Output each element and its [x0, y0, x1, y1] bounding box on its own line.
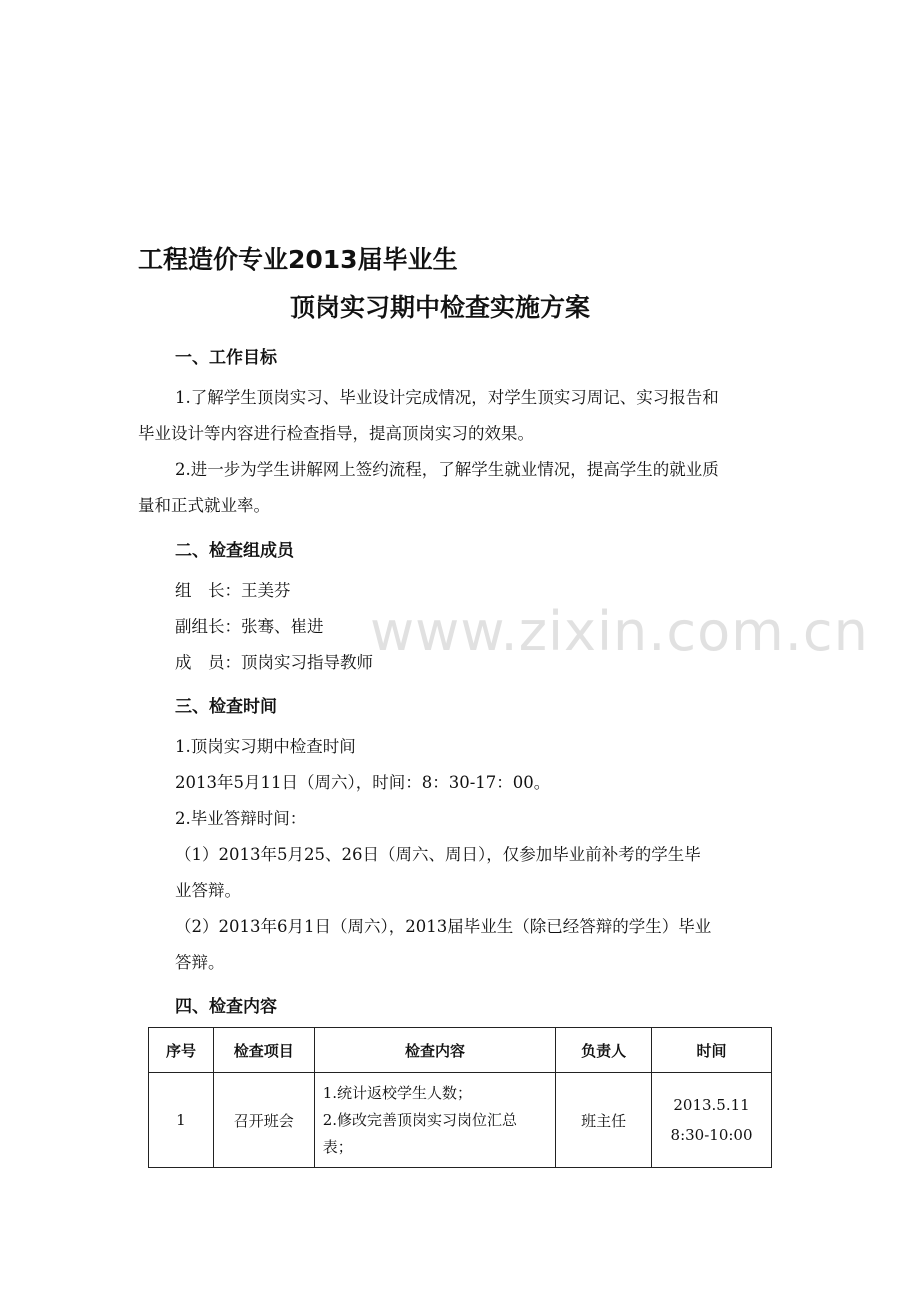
team-members: 成 员：顶岗实习指导教师	[175, 653, 373, 672]
cell-time-line1: 2013.5.11	[673, 1096, 750, 1114]
section-heading-goals: 一、工作目标	[175, 348, 277, 368]
document-title-line2: 顶岗实习期中检查实施方案	[290, 293, 591, 322]
cell-item: 召开班会	[213, 1073, 314, 1168]
cell-content-line2: 2.修改完善顶岗实习岗位汇总	[322, 1110, 518, 1129]
schedule-item-2: 2.毕业答辩时间：	[175, 809, 307, 828]
section-heading-content: 四、检查内容	[175, 997, 277, 1017]
cell-content-line1: 1.统计返校学生人数；	[322, 1083, 473, 1102]
schedule-item-2a-line1: （1）2013年5月25、26日（周六、周日），仅参加毕业前补考的学生毕	[175, 845, 701, 864]
section-heading-team: 二、检查组成员	[175, 541, 294, 561]
header-content: 检查内容	[314, 1028, 556, 1073]
paragraph-goal-1-line1: 1.了解学生顶岗实习、毕业设计完成情况，对学生顶实习周记、实习报告和	[175, 388, 719, 407]
header-no: 序号	[149, 1028, 214, 1073]
schedule-item-1: 1.顶岗实习期中检查时间	[175, 737, 356, 756]
header-item: 检查项目	[213, 1028, 314, 1073]
watermark: www.zixin.com.cn	[370, 600, 869, 663]
inspection-table	[148, 1027, 772, 1168]
cell-time	[652, 1073, 772, 1168]
cell-no: 1	[149, 1073, 214, 1168]
team-leader: 组 长：王美芬	[175, 581, 291, 600]
section-heading-schedule: 三、检查时间	[175, 697, 277, 717]
paragraph-goal-1-line2: 毕业设计等内容进行检查指导，提高顶岗实习的效果。	[138, 424, 534, 443]
team-vice-leader: 副组长：张骞、崔进	[175, 617, 324, 636]
schedule-item-2b-line2: 答辩。	[175, 953, 225, 972]
cell-person: 班主任	[556, 1073, 652, 1168]
schedule-item-1-date: 2013年5月11日（周六），时间：8：30-17：00。	[175, 773, 551, 792]
paragraph-goal-2-line1: 2.进一步为学生讲解网上签约流程，了解学生就业情况，提高学生的就业质	[175, 460, 719, 479]
cell-content-line3: 表；	[322, 1137, 353, 1156]
document-title-line1: 工程造价专业2013届毕业生	[138, 245, 458, 274]
schedule-item-2a-line2: 业答辩。	[175, 881, 241, 900]
table-header-row	[149, 1028, 772, 1073]
header-person: 负责人	[556, 1028, 652, 1073]
paragraph-goal-2-line2: 量和正式就业率。	[138, 496, 270, 515]
cell-content	[314, 1073, 556, 1168]
cell-time-line2: 8:30-10:00	[670, 1126, 753, 1144]
schedule-item-2b-line1: （2）2013年6月1日（周六），2013届毕业生（除已经答辩的学生）毕业	[175, 917, 712, 936]
table-row	[149, 1073, 772, 1168]
header-time: 时间	[652, 1028, 772, 1073]
